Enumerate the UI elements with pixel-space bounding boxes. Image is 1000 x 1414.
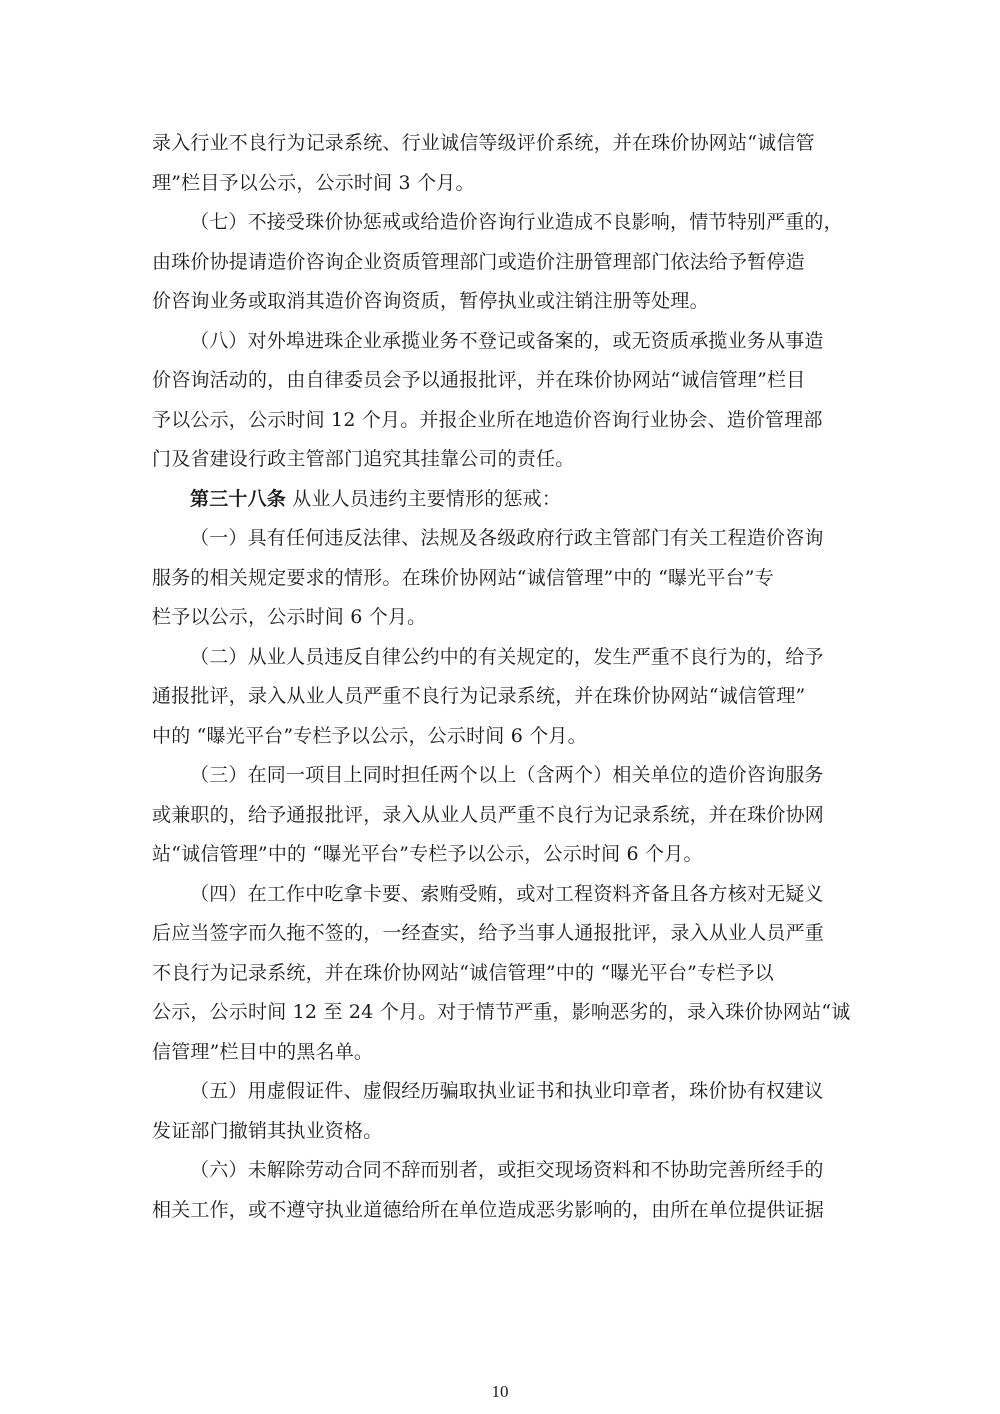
paragraph-line: 价咨询业务或取消其造价咨询资质，暂停执业或注销注册等处理。: [152, 290, 709, 312]
paragraph-line: （四）在工作中吃拿卡要、索贿受贿，或对工程资料齐备且各方核对无疑义: [190, 882, 824, 905]
article-title: 从业人员违约主要情形的惩戒：: [292, 487, 562, 510]
paragraph-line: 予以公示，公示时间 12 个月。并报企业所在地造价咨询行业协会、造价管理部: [152, 408, 823, 431]
paragraph-line: 服务的相关规定要求的情形。在珠价协网站“诚信管理”中的 “曝光平台”专: [152, 566, 774, 589]
paragraph-line: （二）从业人员违反自律公约中的有关规定的，发生严重不良行为的，给予: [190, 645, 824, 668]
paragraph-line: 中的 “曝光平台”专栏予以公示，公示时间 6 个月。: [152, 724, 587, 747]
paragraph-line: 通报批评，录入从业人员严重不良行为记录系统，并在珠价协网站“诚信管理”: [152, 685, 806, 707]
paragraph-line: 门及省建设行政主管部门追究其挂靠公司的责任。: [152, 448, 575, 470]
paragraph-line: 由珠价协提请造价咨询企业资质管理部门或造价注册管理部门依法给予暂停造: [152, 250, 805, 273]
article-heading: 第三十八条: [190, 487, 287, 510]
paragraph-line: （一）具有任何违反法律、法规及各级政府行政主管部门有关工程造价咨询: [190, 527, 824, 549]
paragraph-line: （三）在同一项目上同时担任两个以上（含两个）相关单位的造价咨询服务: [190, 764, 824, 786]
article-line: [190, 484, 561, 514]
paragraph-line: 发证部门撤销其执业资格。: [152, 1119, 383, 1142]
paragraph-line: 或兼职的，给予通报批评，录入从业人员严重不良行为记录系统，并在珠价协网: [152, 803, 825, 826]
paragraph-line: 栏予以公示，公示时间 6 个月。: [152, 606, 427, 628]
paragraph-line: （五）用虚假证件、虚假经历骗取执业证书和执业印章者，珠价协有权建议: [190, 1080, 824, 1102]
paragraph-line: 理”栏目予以公示，公示时间 3 个月。: [152, 171, 475, 194]
paragraph-line: （八）对外埠进珠企业承揽业务不登记或备案的，或无资质承揽业务从事造: [190, 329, 824, 352]
paragraph-line: 后应当签字而久拖不签的，一经查实，给予当事人通报批评，录入从业人员严重: [152, 922, 825, 944]
paragraph-line: 信管理”栏目中的黑名单。: [152, 1040, 374, 1063]
paragraph-line: 价咨询活动的，由自律委员会予以通报批评，并在珠价协网站“诚信管理”栏目: [152, 369, 806, 391]
page-number: 10: [491, 1382, 509, 1401]
paragraph-line: （七）不接受珠价协惩戒或给造价咨询行业造成不良影响，情节特别严重的，: [190, 211, 843, 233]
paragraph-line: 相关工作，或不遵守执业道德给所在单位造成恶劣影响的，由所在单位提供证据: [152, 1198, 825, 1221]
paragraph-line: 录入行业不良行为记录系统、行业诚信等级评价系统，并在珠价协网站“诚信管: [152, 132, 815, 154]
paragraph-line: 不良行为记录系统，并在珠价协网站“诚信管理”中的 “曝光平台”专栏予以: [152, 961, 774, 984]
paragraph-line: （六）未解除劳动合同不辞而别者，或拒交现场资料和不协助完善所经手的: [190, 1159, 824, 1181]
paragraph-line: 公示，公示时间 12 至 24 个月。对于情节严重，影响恶劣的，录入珠价协网站“诚: [152, 1001, 851, 1023]
paragraph-line: 站“诚信管理”中的 “曝光平台”专栏予以公示，公示时间 6 个月。: [152, 843, 703, 865]
